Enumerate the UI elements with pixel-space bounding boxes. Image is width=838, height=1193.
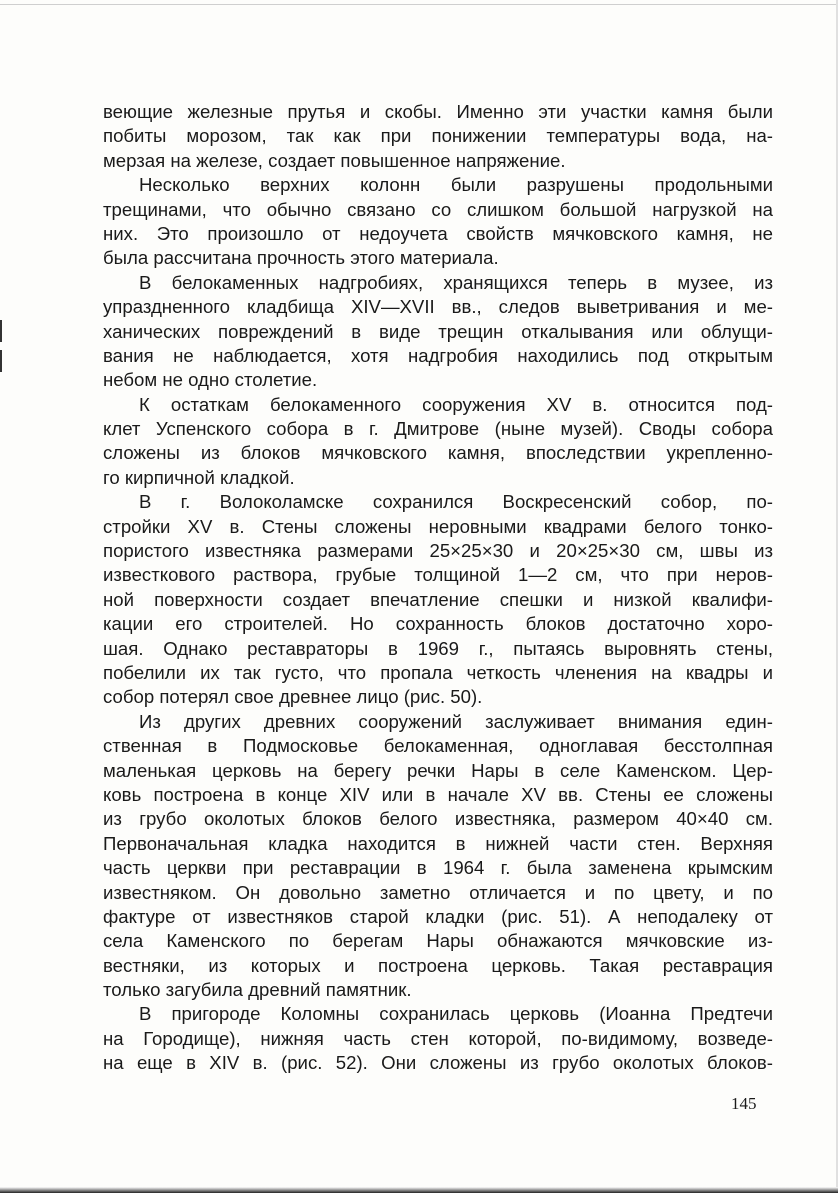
- text-line: сложены из блоков мячковского камня, впоследствии укрепленно-: [103, 442, 773, 464]
- text-line: К остаткам белокаменного сооружения XV в. относится под-: [139, 393, 773, 415]
- text-line: стройки XV в. Стены сложены неровными квадрами белого тонко-: [103, 515, 773, 537]
- page-bottom-edge: [0, 1187, 838, 1193]
- text-line: вестняки, из которых и построена церковь. Такая реставрация: [103, 954, 773, 976]
- text-line: была рассчитана прочность этого материала.: [103, 247, 499, 269]
- page-number: 145: [731, 1094, 757, 1113]
- text-line: из грубо околотых блоков белого известняка, размером 40×40 см.: [103, 808, 773, 830]
- text-line: на еще в XIV в. (рис. 52). Они сложены из грубо околотых блоков-: [103, 1052, 773, 1074]
- text-line: го кирпичной кладкой.: [103, 466, 295, 488]
- text-line: фактуре от известняков старой кладки (рис. 51). А неподалеку от: [103, 905, 773, 927]
- text-line: трещинами, что обычно связано со слишком большой нагрузкой на: [103, 198, 773, 220]
- text-line: собор потерял свое древнее лицо (рис. 50).: [103, 686, 483, 708]
- text-line: ственная в Подмосковье белокаменная, одноглавая бесстолпная: [103, 735, 773, 757]
- scan-mark: [0, 350, 2, 372]
- body-text: [103, 100, 773, 1076]
- text-line: них. Это произошло от недоучета свойств мячковского камня, не: [103, 222, 773, 244]
- text-line: ной поверхности создает впечатление спешки и низкой квалифи-: [103, 588, 773, 610]
- text-line: кации его строителей. Но сохранность блоков достаточно хоро-: [103, 613, 773, 635]
- text-line: на Городище), нижняя часть стен которой, по-видимому, возведе-: [103, 1027, 773, 1049]
- paragraph: [103, 173, 773, 271]
- text-line: Первоначальная кладка находится в нижней части стен. Верхняя: [103, 832, 773, 854]
- text-line: шая. Однако реставраторы в 1969 г., пытаясь выровнять стены,: [103, 637, 773, 659]
- text-line: вания не наблюдается, хотя надгробия находились под открытым: [103, 344, 773, 366]
- text-line: небом не одно столетие.: [103, 369, 318, 391]
- text-line: Из других древних сооружений заслуживает внимания един-: [139, 710, 773, 732]
- paragraph: [103, 100, 773, 173]
- text-line: известкового раствора, грубые толщиной 1—2 см, что при неров-: [103, 564, 773, 586]
- text-line: Несколько верхних колонн были разрушены продольными: [139, 174, 773, 196]
- paragraph: [103, 393, 773, 491]
- text-line: побелили их так густо, что пропала четкость членения на квадры и: [103, 661, 773, 683]
- paragraph: [103, 1002, 773, 1075]
- text-line: веющие железные прутья и скобы. Именно эти участки камня были: [103, 101, 773, 122]
- text-line: известняком. Он довольно заметно отличается и по цвету, и по: [103, 881, 773, 903]
- text-line: часть церкви при реставрации в 1964 г. была заменена крымским: [103, 857, 773, 879]
- text-line: В белокаменных надгробиях, хранящихся теперь в музее, из: [139, 271, 773, 293]
- text-line: побиты морозом, так как при понижении температуры вода, на-: [103, 125, 773, 147]
- text-line: села Каменского по берегам Нары обнажаются мячковские из-: [103, 930, 773, 952]
- text-line: В г. Волоколамске сохранился Воскресенский собор, по-: [139, 491, 773, 513]
- text-line: В пригороде Коломны сохранилась церковь (Иоанна Предтечи: [139, 1003, 773, 1025]
- text-line: ковь построена в конце XIV или в начале XV вв. Стены ее сложены: [103, 783, 773, 805]
- text-line: пористого известняка размерами 25×25×30 и 20×25×30 см, швы из: [103, 540, 773, 562]
- text-line: ханических повреждений в виде трещин откалывания или облущи-: [103, 320, 773, 342]
- paragraph: [103, 490, 773, 710]
- scan-mark: [0, 320, 2, 342]
- paragraph: [103, 710, 773, 1003]
- text-line: маленькая церковь на берегу речки Нары в селе Каменском. Цер-: [103, 759, 773, 781]
- text-line: мерзая на железе, создает повышенное напряжение.: [103, 149, 566, 171]
- page-top-edge: [0, 4, 838, 5]
- text-line: клет Успенского собора в г. Дмитрове (ныне музей). Своды собора: [103, 418, 773, 440]
- paragraph: [103, 271, 773, 393]
- text-line: только загубила древний памятник.: [103, 979, 412, 1001]
- text-line: упраздненного кладбища XIV—XVII вв., следов выветривания и ме-: [103, 296, 773, 318]
